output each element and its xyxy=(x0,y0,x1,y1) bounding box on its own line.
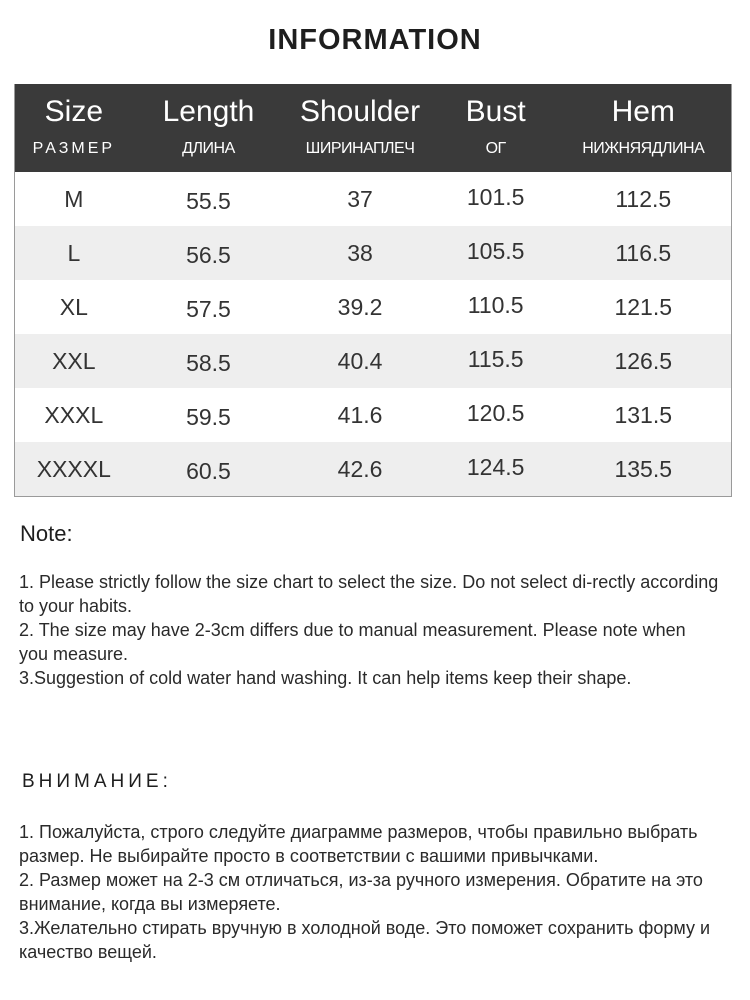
cell-shoulder: 41.6 xyxy=(337,401,383,428)
cell-shoulder: 40.4 xyxy=(337,347,383,374)
header-bust xyxy=(436,84,556,172)
page-title: INFORMATION xyxy=(268,24,482,56)
header-label: Size xyxy=(44,95,104,128)
cell-bust: 101.5 xyxy=(466,183,525,210)
cell-length: 57.5 xyxy=(186,295,231,322)
note-item: 2. The size may have 2-3cm differs due to manual measurement. Please note when you measure. xyxy=(19,620,686,664)
header-sublabel: ШИРИНАПЛЕЧ xyxy=(305,140,415,157)
header-shoulder xyxy=(284,84,436,172)
cell-size: L xyxy=(67,239,81,266)
cell-length: 58.5 xyxy=(186,349,231,376)
header-length xyxy=(133,84,285,172)
cell-hem: 116.5 xyxy=(615,239,672,266)
size-table xyxy=(14,84,732,497)
cell-size: XXXL xyxy=(44,401,104,428)
cell-size: XXL xyxy=(52,347,96,374)
note-ru-item: 3.Желательно стирать вручную в холодной воде. Это поможет сохранить форму и качество вещей. xyxy=(19,918,711,962)
cell-bust: 120.5 xyxy=(466,399,525,426)
table-row xyxy=(15,172,731,226)
cell-bust: 105.5 xyxy=(466,237,525,264)
note-ru-list xyxy=(19,820,731,964)
cell-hem: 131.5 xyxy=(614,401,673,428)
cell-bust: 110.5 xyxy=(467,291,524,318)
cell-length: 59.5 xyxy=(186,403,231,430)
note-ru-item: 1. Пожалуйста, строго следуйте диаграмме размеров, чтобы правильно выбрать размер. Не выбирайте просто в соответствии с вашими привычками. xyxy=(19,822,698,866)
header-sublabel: НИЖНЯЯДЛИНА xyxy=(582,140,705,157)
header-label: Shoulder xyxy=(299,95,421,128)
note-item: 3.Suggestion of cold water hand washing. It can help items keep their shape. xyxy=(19,668,632,688)
cell-length: 60.5 xyxy=(186,457,231,484)
cell-length: 55.5 xyxy=(186,187,231,214)
table-body xyxy=(15,172,731,496)
header-sublabel: ДЛИНА xyxy=(182,140,235,157)
cell-bust: 124.5 xyxy=(466,453,525,480)
header-label: Hem xyxy=(611,95,675,128)
header-size xyxy=(15,84,133,172)
cell-length: 56.5 xyxy=(186,241,231,268)
cell-hem: 121.5 xyxy=(614,293,673,320)
cell-size: XXXXL xyxy=(36,455,111,482)
note-heading: Note: xyxy=(20,521,73,546)
cell-hem: 135.5 xyxy=(614,455,673,482)
cell-shoulder: 39.2 xyxy=(337,293,383,320)
cell-shoulder: 37 xyxy=(347,185,373,212)
header-sublabel: РАЗМЕР xyxy=(32,140,116,157)
note-item: 1. Please strictly follow the size chart to select the size. Do not select di-rectly according to your habits. xyxy=(19,572,719,616)
table-header xyxy=(15,84,731,172)
cell-bust: 115.5 xyxy=(467,345,524,372)
table-row xyxy=(15,442,731,496)
cell-size: XL xyxy=(59,293,88,320)
note-ru-heading: ВНИМАНИЕ: xyxy=(22,771,172,792)
table-row xyxy=(15,334,731,388)
cell-shoulder: 42.6 xyxy=(337,455,383,482)
table-row xyxy=(15,280,731,334)
table-row xyxy=(15,388,731,442)
header-hem xyxy=(556,84,732,172)
note-ru-item: 2. Размер может на 2-3 см отличаться, из-за ручного измерения. Обратите на это внимание, когда вы измеряете. xyxy=(19,870,703,914)
header-sublabel: ОГ xyxy=(485,140,506,157)
header-label: Length xyxy=(162,95,255,128)
table-row xyxy=(15,226,731,280)
cell-shoulder: 38 xyxy=(347,239,373,266)
header-label: Bust xyxy=(465,95,526,128)
cell-size: M xyxy=(64,185,84,212)
cell-hem: 126.5 xyxy=(614,347,673,374)
note-list xyxy=(19,570,719,690)
cell-hem: 112.5 xyxy=(615,185,672,212)
